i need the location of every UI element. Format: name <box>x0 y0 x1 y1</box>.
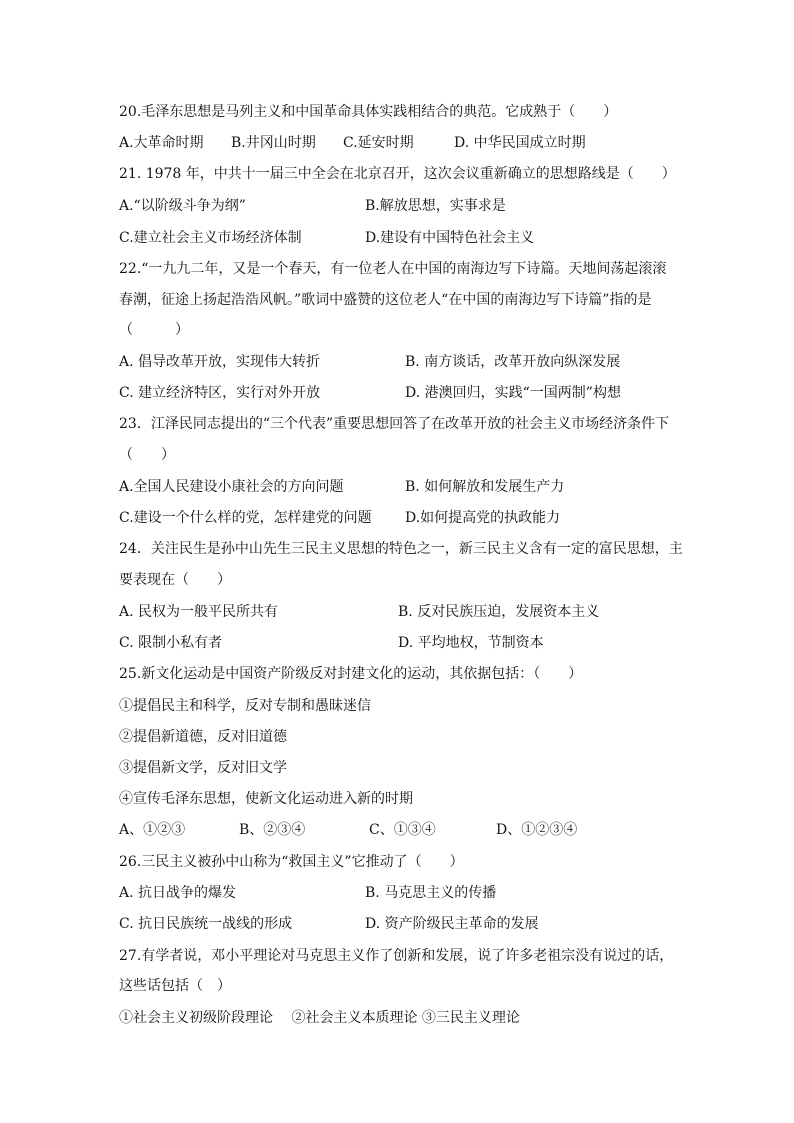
q20-option-d: D. 中华民国成立时期 <box>454 135 586 151</box>
q27-items: ①社会主义初级阶段理论 ②社会主义本质理论 ③三民主义理论 <box>119 1010 520 1026</box>
q27-stem-line-2: 这些话包括（ ） <box>119 978 231 994</box>
q26-stem: 26.三民主义被孙中山称为“救国主义”它推动了（ ） <box>119 854 464 870</box>
q26-option-b: B. 马克思主义的传播 <box>365 885 497 901</box>
q22-option-c: C. 建立经济特区，实行对外开放 <box>119 385 321 401</box>
q20-option-a: A.大革命时期 <box>119 135 204 151</box>
q23-stem-line-1: 23．江泽民同志提出的“三个代表”重要思想回答了在改革开放的社会主义市场经济条件下 <box>119 416 670 432</box>
q20-option-b: B.井冈山时期 <box>231 135 316 151</box>
q25-item-4: ④宣传毛泽东思想，使新文化运动进入新的时期 <box>119 791 413 807</box>
q23-option-c: C.建设一个什么样的党，怎样建党的问题 <box>119 510 372 526</box>
q24-option-c: C. 限制小私有者 <box>119 635 223 651</box>
q25-item-3: ③提倡新文学，反对旧文学 <box>119 760 287 776</box>
q25-option-b: B、②③④ <box>239 822 306 838</box>
q24-option-a: A. 民权为一般平民所共有 <box>119 604 279 620</box>
q20-option-c: C.延安时期 <box>343 135 414 151</box>
q26-option-a: A. 抗日战争的爆发 <box>119 885 237 901</box>
q26-option-d: D. 资产阶级民主革命的发展 <box>365 916 539 932</box>
q22-option-b: B. 南方谈话，改革开放向纵深发展 <box>405 354 621 370</box>
q21-option-c: C.建立社会主义市场经济体制 <box>119 230 302 246</box>
q23-option-a: A.全国人民建设小康社会的方向问题 <box>119 479 344 495</box>
q25-item-2: ②提倡新道德，反对旧道德 <box>119 729 287 745</box>
q23-stem-line-2: （ ） <box>119 447 175 463</box>
q26-option-c: C. 抗日民族统一战线的形成 <box>119 916 293 932</box>
q25-option-d: D、①②③④ <box>496 822 578 838</box>
q24-option-d: D. 平均地权，节制资本 <box>398 635 544 651</box>
q21-option-a: A.“以阶级斗争为纲” <box>119 198 246 214</box>
q22-stem-line-1: 22.“一九九二年，又是一个春天，有一位老人在中国的南海边写下诗篇。天地间荡起滚滚 <box>119 261 667 277</box>
q25-stem: 25.新文化运动是中国资产阶级反对封建文化的运动，其依据包括：（ ） <box>119 666 583 682</box>
q24-stem-line-1: 24．关注民生是孙中山先生三民主义思想的特色之一，新三民主义含有一定的富民思想，主 <box>119 541 683 557</box>
q25-item-1: ①提倡民主和科学，反对专制和愚昧迷信 <box>119 698 371 714</box>
q21-option-b: B.解放思想，实事求是 <box>365 198 506 214</box>
q27-stem-line-1: 27.有学者说，邓小平理论对马克思主义作了创新和发展，说了许多老祖宗没有说过的话， <box>119 948 674 964</box>
q22-stem-line-3: （ ） <box>119 322 189 338</box>
q25-option-c: C、①③④ <box>369 822 436 838</box>
q21-option-d: D.建设有中国特色社会主义 <box>365 230 535 246</box>
q22-stem-line-2: 春潮，征途上扬起浩浩风帆。”歌词中盛赞的这位老人“在中国的南海边写下诗篇”指的是 <box>119 292 652 308</box>
q20-stem: 20.毛泽东思想是马列主义和中国革命具体实践相结合的典范。它成熟于（ ） <box>119 104 618 120</box>
q22-option-d: D. 港澳回归，实践“一国两制”构想 <box>405 385 621 401</box>
q21-stem: 21. 1978 年，中共十一届三中全会在北京召开，这次会议重新确立的思想路线是（ ） <box>119 166 676 182</box>
q22-option-a: A. 倡导改革开放，实现伟大转折 <box>119 354 321 370</box>
q23-option-d: D.如何提高党的执政能力 <box>405 510 561 526</box>
q23-option-b: B. 如何解放和发展生产力 <box>405 479 565 495</box>
q24-stem-line-2: 要表现在（ ） <box>119 572 231 588</box>
q25-option-a: A、①②③ <box>119 822 186 838</box>
q24-option-b: B. 反对民族压迫，发展资本主义 <box>398 604 600 620</box>
